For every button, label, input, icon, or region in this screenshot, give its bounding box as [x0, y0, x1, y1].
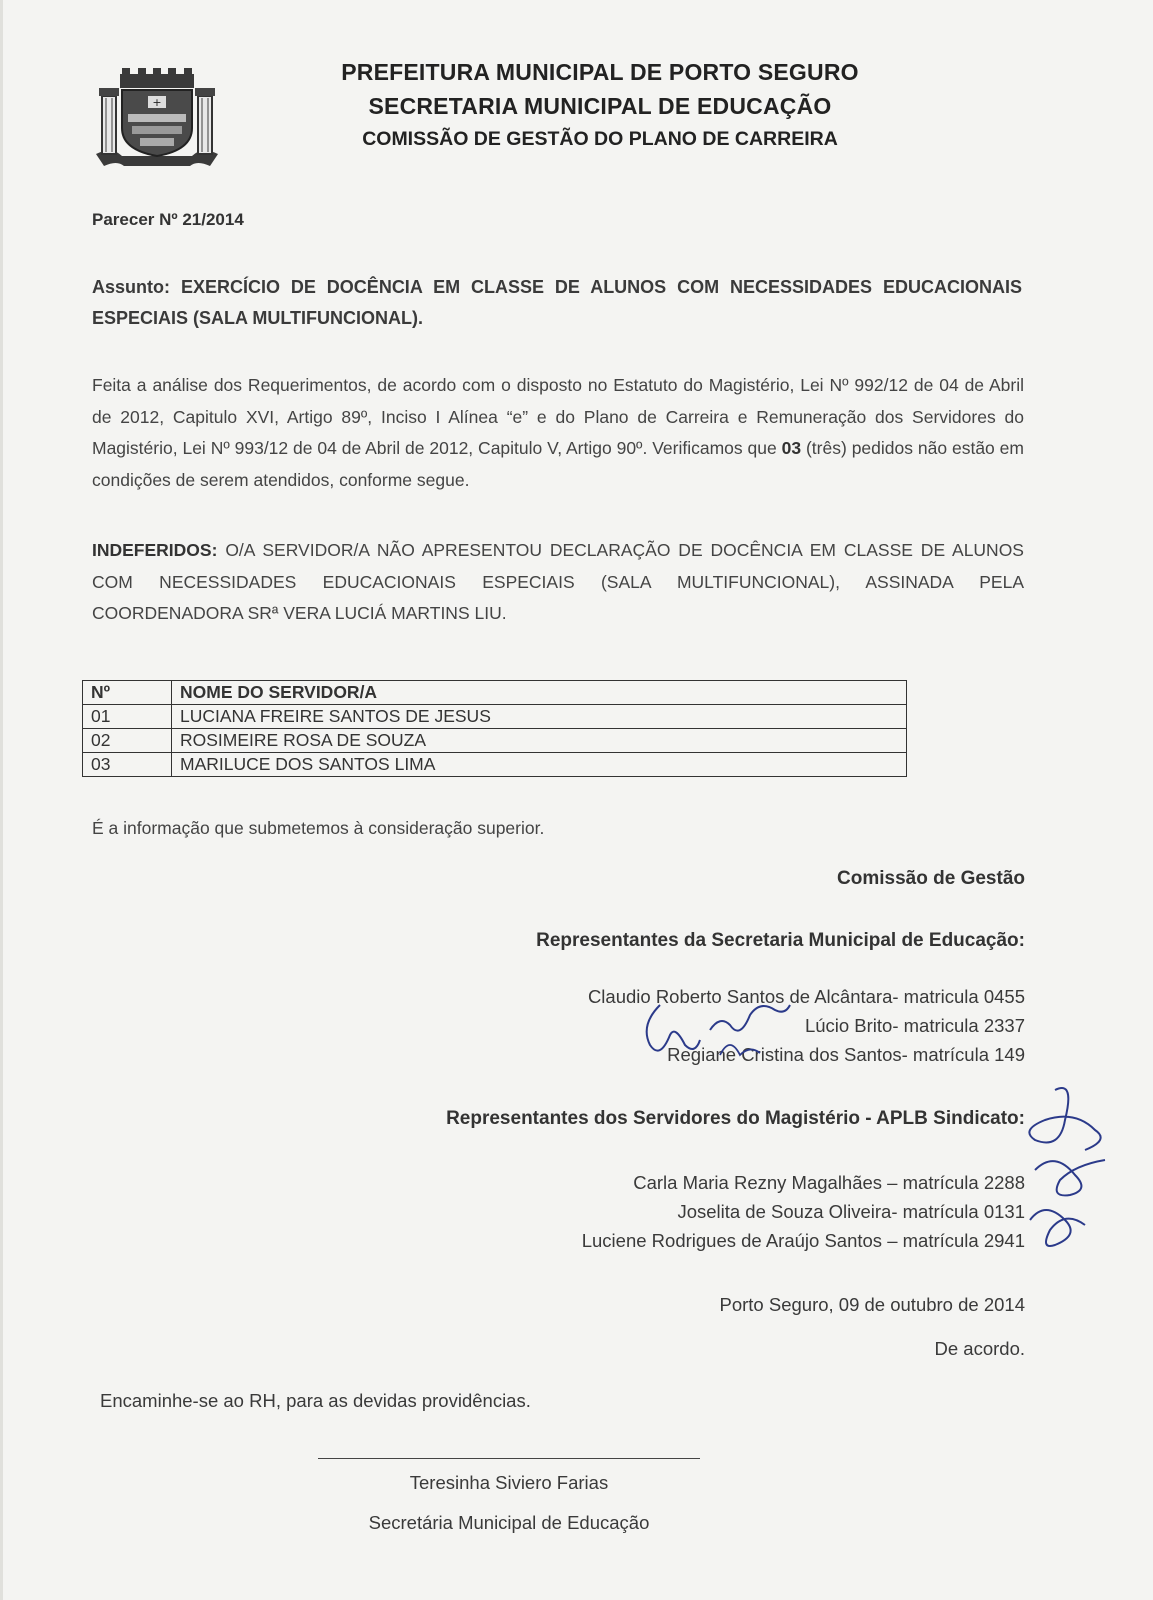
row-number: 01: [83, 705, 172, 729]
handwritten-signature-union: [1015, 1080, 1125, 1260]
union-representatives-heading: Representantes dos Servidores do Magistério - APLB Sindicato:: [446, 1108, 1025, 1129]
analysis-text-after: (três) pedidos não estão em condições de serem atendidos, conforme segue.: [92, 438, 1024, 490]
subject-label: Assunto:: [92, 277, 170, 297]
header-line-1: PREFEITURA MUNICIPAL DE PORTO SEGURO: [341, 59, 859, 85]
table-row: [83, 753, 907, 777]
table-row: [83, 729, 907, 753]
handwritten-signature-secretariat: [600, 985, 860, 1075]
date-line: Porto Seguro, 09 de outubro de 2014: [719, 1294, 1025, 1315]
subject-text: EXERCÍCIO DE DOCÊNCIA EM CLASSE DE ALUNOS COM NECESSIDADES EDUCACIONAIS ESPECIAIS (SALA MULTIFUNCIONAL).: [92, 277, 1022, 328]
rejection-paragraph: [92, 535, 1024, 630]
analysis-paragraph: [92, 370, 1024, 496]
letterhead: [300, 55, 900, 155]
column-header-name: NOME DO SERVIDOR/A: [172, 681, 907, 705]
row-name: MARILUCE DOS SANTOS LIMA: [172, 753, 907, 777]
scan-edge: [0, 0, 3, 1600]
municipal-coat-of-arms-icon: [92, 66, 222, 176]
union-members: [582, 1168, 1025, 1255]
commission-heading: Comissão de Gestão: [837, 868, 1025, 889]
approval-line: De acordo.: [934, 1338, 1025, 1359]
header-line-2: SECRETARIA MUNICIPAL DE EDUCAÇÃO: [368, 93, 832, 119]
row-name: LUCIANA FREIRE SANTOS DE JESUS: [172, 705, 907, 729]
svg-text:+: +: [152, 96, 162, 109]
member-line: Carla Maria Rezny Magalhães – matrícula 2288: [633, 1172, 1025, 1193]
secretary-role: Secretária Municipal de Educação: [368, 1512, 650, 1533]
member-line: Lúcio Brito- matricula 2337: [804, 1015, 1025, 1036]
table-header-row: [83, 681, 907, 705]
member-line: Joselita de Souza Oliveira- matrícula 0131: [677, 1201, 1025, 1222]
row-number: 02: [83, 729, 172, 753]
member-line: Luciene Rodrigues de Araújo Santos – matrícula 2941: [581, 1230, 1025, 1251]
analysis-text-before: Feita a análise dos Requerimentos, de acordo com o disposto no Estatuto do Magistério, Lei Nº 992/12 de 04 de Abril de 2012, Capitulo XVI, Artigo 89º, Inciso I Alínea “e” e do Plano de Carreira e Remuneração dos Servidores do Magistério, Lei Nº 993/12 de 04 de Abril de 2012, Capitulo V, Artigo 90º. Verificamos que: [92, 375, 1024, 458]
forwarding-instruction: Encaminhe-se ao RH, para as devidas providências.: [100, 1390, 531, 1411]
table-row: [83, 705, 907, 729]
secretary-name: Teresinha Siviero Farias: [409, 1472, 609, 1493]
row-number: 03: [83, 753, 172, 777]
header-line-3: COMISSÃO DE GESTÃO DO PLANO DE CARREIRA: [362, 128, 838, 150]
subject: [92, 272, 1022, 334]
member-line: Claudio Roberto Santos de Alcântara- matricula 0455: [587, 986, 1025, 1007]
column-header-number: Nº: [83, 681, 172, 705]
signature-line: [318, 1458, 700, 1459]
parecer-number: Parecer Nº 21/2014: [92, 210, 244, 229]
member-line: Regiane Cristina dos Santos- matrícula 149: [667, 1044, 1025, 1065]
rejection-label: INDEFERIDOS:: [92, 540, 218, 560]
secretariat-representatives-heading: Representantes da Secretaria Municipal de Educação:: [536, 930, 1025, 951]
request-count: 03: [781, 438, 802, 458]
rejection-text: O/A SERVIDOR/A NÃO APRESENTOU DECLARAÇÃO DE DOCÊNCIA EM CLASSE DE ALUNOS COM NECESSIDADES EDUCACIONAIS ESPECIAIS (SALA MULTIFUNCIONAL), ASSINADA PELA COORDENADORA SRª VERA LUCIÁ MARTINS LIU.: [92, 540, 1024, 623]
row-name: ROSIMEIRE ROSA DE SOUZA: [172, 729, 907, 753]
servers-table: [82, 680, 907, 777]
submission-statement: É a informação que submetemos à consideração superior.: [92, 818, 545, 838]
